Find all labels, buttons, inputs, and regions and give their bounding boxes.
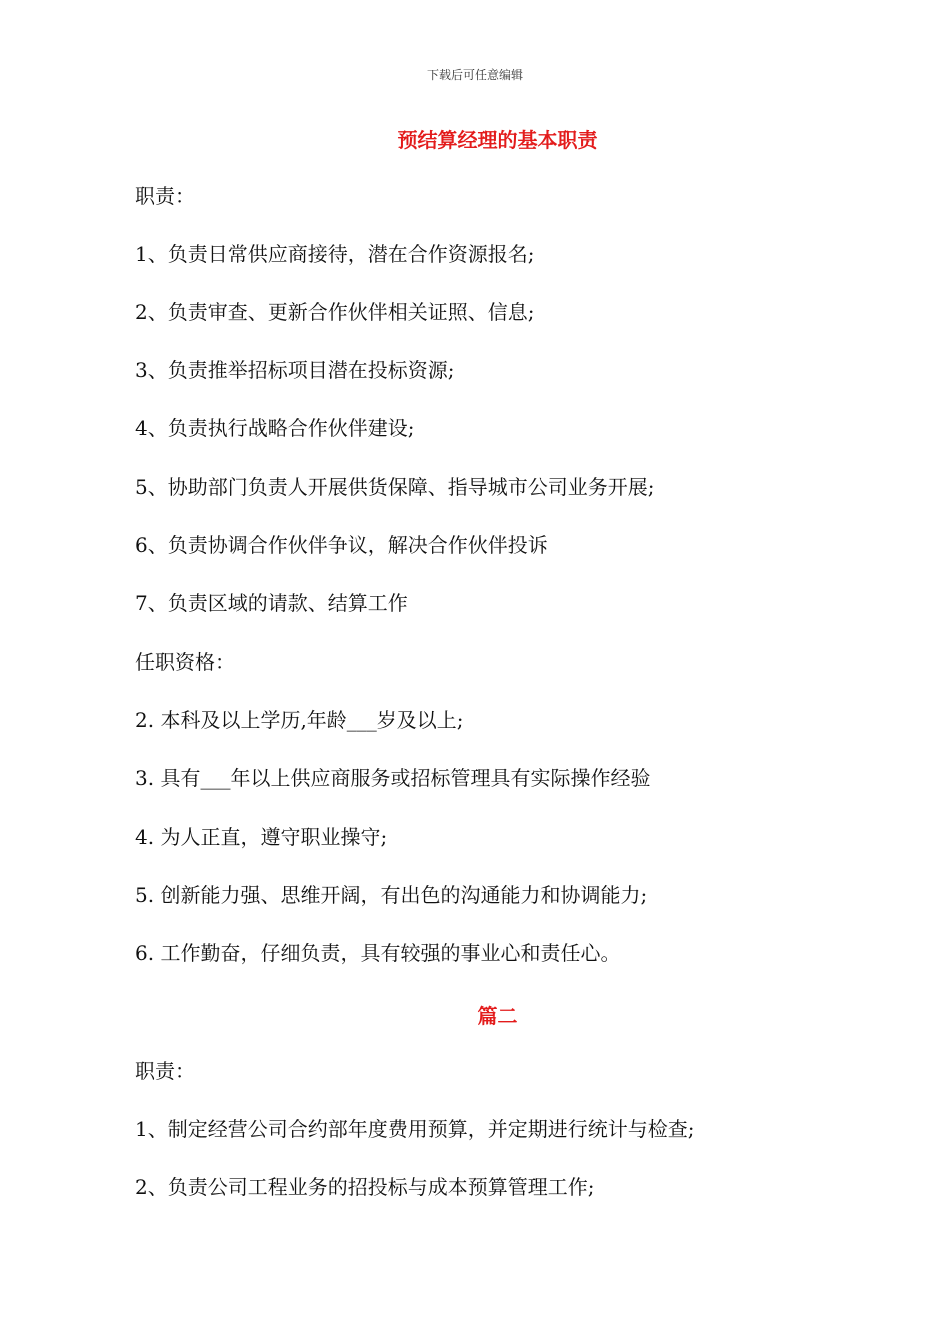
qualification-item: 5. 创新能力强、思维开阔，有出色的沟通能力和协调能力;	[135, 883, 648, 907]
qualification-item: 6. 工作勤奋，仔细负责，具有较强的事业心和责任心。	[135, 941, 621, 965]
duty-item: 1、负责日常供应商接待，潜在合作资源报名;	[135, 242, 535, 266]
qualification-item: 3. 具有___年以上供应商服务或招标管理具有实际操作经验	[135, 766, 651, 790]
duty-item-part2: 2、负责公司工程业务的招投标与成本预算管理工作;	[135, 1175, 595, 1199]
section-heading-qualifications: 任职资格：	[135, 650, 235, 674]
duty-item: 7、负责区域的请款、结算工作	[135, 591, 408, 615]
duty-item: 5、协助部门负责人开展供货保障、指导城市公司业务开展;	[135, 475, 655, 499]
duty-item: 4、负责执行战略合作伙伴建设;	[135, 416, 415, 440]
duty-item-part2: 1、制定经营公司合约部年度费用预算，并定期进行统计与检查;	[135, 1117, 695, 1141]
qualification-item: 2. 本科及以上学历,年龄___岁及以上;	[135, 708, 464, 732]
section-heading-duties-part2: 职责：	[135, 1059, 195, 1083]
duty-item: 6、负责协调合作伙伴争议，解决合作伙伴投诉	[135, 533, 548, 557]
duty-item: 2、负责审查、更新合作伙伴相关证照、信息;	[135, 300, 535, 324]
part-two-title: 篇二	[477, 1004, 518, 1028]
qualification-item: 4. 为人正直，遵守职业操守;	[135, 825, 388, 849]
section-heading-duties: 职责：	[135, 184, 195, 208]
duty-item: 3、负责推举招标项目潜在投标资源;	[135, 358, 455, 382]
document-title: 预结算经理的基本职责	[397, 128, 598, 152]
header-note: 下载后可任意编辑	[426, 68, 523, 82]
